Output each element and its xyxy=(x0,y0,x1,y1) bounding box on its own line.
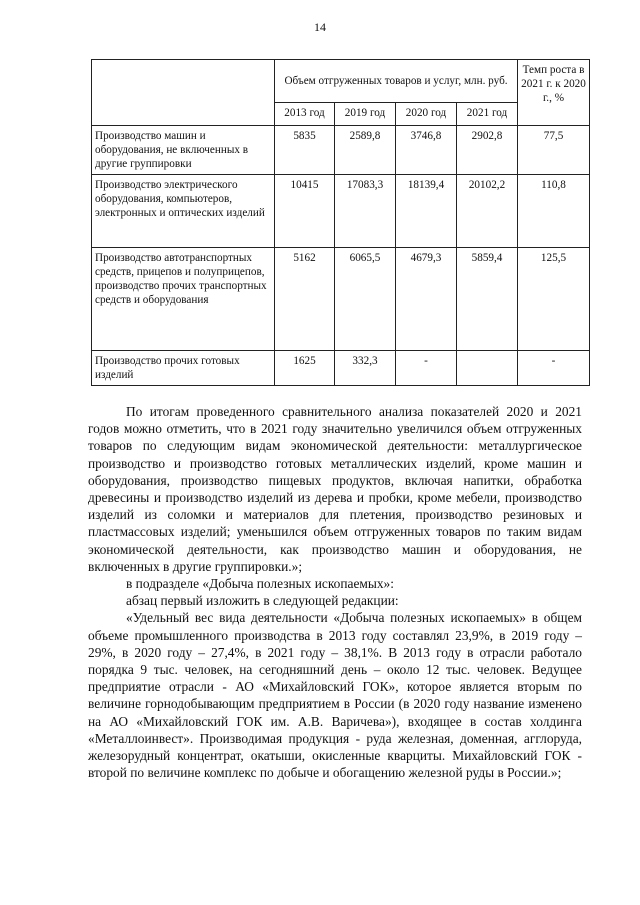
cell-2020: 3746,8 xyxy=(396,126,457,175)
cell-2021 xyxy=(457,351,518,386)
table-row xyxy=(92,351,590,386)
paragraph-mining: «Удельный вес вида деятельности «Добыча полезных ископаемых» в общем объеме промышленного производства в 2013 году составлял 23,9%, в 2019 году – 29%, в 2020 году – 27,4%, в 2021 году – 38,1%. В 2013 году в отрасли работало порядка 9 тыс. человек, на сегодняшний день – около 12 тыс. человек. Ведущее предприятие отрасли - АО «Михайловский ГОК», которое является вторым по величине горнодобывающим предприятием в России (в 2020 году название изменено на АО «Михайловский ГОК им. А.В. Варичева»), входящее в состав холдинга «Металлоинвест». Производимая продукция - руда железная, доменная, агглоруда, железорудный концентрат, окатыши, окисленные кварциты. Михайловский ГОК - второй по величине комплекс по добыче и обогащению железной руды в России.»; xyxy=(88,610,582,781)
body-text xyxy=(88,403,582,781)
data-table xyxy=(91,59,590,386)
row-label: Производство машин и оборудования, не включенных в другие группировки xyxy=(92,126,275,175)
cell-2020: - xyxy=(396,351,457,386)
cell-2013: 5162 xyxy=(275,248,335,351)
page-number: 14 xyxy=(314,20,326,34)
cell-2013: 5835 xyxy=(275,126,335,175)
cell-2019: 2589,8 xyxy=(335,126,396,175)
cell-2019: 332,3 xyxy=(335,351,396,386)
cell-growth: 77,5 xyxy=(518,126,590,175)
header-year-2013: 2013 год xyxy=(275,103,335,126)
cell-growth: 125,5 xyxy=(518,248,590,351)
row-label: Производство прочих готовых изделий xyxy=(92,351,275,386)
header-year-2019: 2019 год xyxy=(335,103,396,126)
cell-2019: 6065,5 xyxy=(335,248,396,351)
row-label: Производство автотранспортных средств, прицепов и полуприцепов, производство прочих транспортных средств и оборудования xyxy=(92,248,275,351)
cell-2020: 4679,3 xyxy=(396,248,457,351)
table-row xyxy=(92,175,590,248)
paragraph-instruction: абзац первый изложить в следующей редакции: xyxy=(126,593,399,609)
cell-2021: 5859,4 xyxy=(457,248,518,351)
cell-2013: 10415 xyxy=(275,175,335,248)
cell-growth: 110,8 xyxy=(518,175,590,248)
paragraph-subsection: в подразделе «Добыча полезных ископаемых»: xyxy=(126,576,394,592)
cell-2021: 2902,8 xyxy=(457,126,518,175)
cell-2019: 17083,3 xyxy=(335,175,396,248)
table-row xyxy=(92,126,590,175)
row-label: Производство электрического оборудования, компьютеров, электронных и оптических изделий xyxy=(92,175,275,248)
table-row xyxy=(92,248,590,351)
paragraph-analysis: По итогам проведенного сравнительного анализа показателей 2020 и 2021 годов можно отметить, что в 2021 году значительно увеличился объем отгруженных товаров по следующим видам экономической деятельности: металлургическое производство и производство готовых металлических изделий, кроме машин и оборудования, производство пищевых продуктов, включая напитки, обработка древесины и производство изделий из дерева и пробки, кроме мебели, производство изделий из соломки и материалов для плетения, производство резиновых и пластмассовых изделий; уменьшился объем отгруженных товаров по таким видам экономической деятельности, как производство машин и оборудования, не включенных в другие группировки.»; xyxy=(88,404,582,574)
header-volume: Объем отгруженных товаров и услуг, млн. руб. xyxy=(275,60,518,103)
header-year-2021: 2021 год xyxy=(457,103,518,126)
cell-growth: - xyxy=(518,351,590,386)
cell-2020: 18139,4 xyxy=(396,175,457,248)
header-empty-cell xyxy=(92,60,275,126)
header-growth: Темп роста в 2021 г. к 2020 г., % xyxy=(518,60,590,126)
cell-2021: 20102,2 xyxy=(457,175,518,248)
cell-2013: 1625 xyxy=(275,351,335,386)
header-year-2020: 2020 год xyxy=(396,103,457,126)
